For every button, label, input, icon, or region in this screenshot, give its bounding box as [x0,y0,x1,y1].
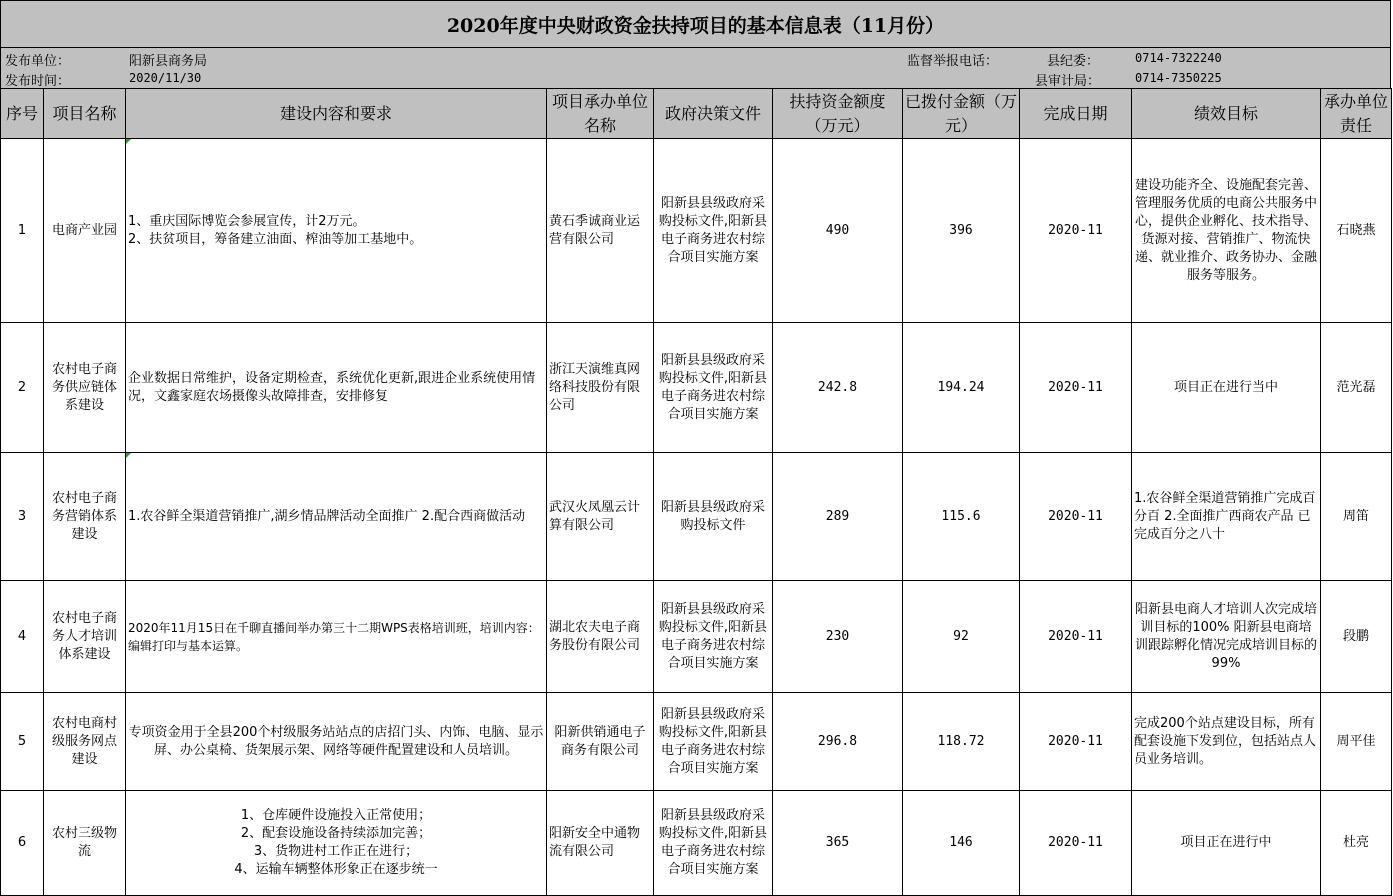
cell-paid[interactable]: 146 [903,791,1020,896]
cell-org[interactable]: 黄石季诚商业运营有限公司 [547,139,654,323]
header-goal: 绩效目标 [1132,89,1321,139]
cell-doc[interactable]: 阳新县县级政府采购投标文件,阳新县电子商务进农村综合项目实施方案 [654,139,773,323]
cell-person[interactable]: 石晓燕 [1321,139,1392,323]
cell-doc[interactable]: 阳新县县级政府采购投标文件 [654,453,773,581]
cell-date[interactable]: 2020-11 [1020,693,1132,791]
hotline-label: 监督举报电话： [907,54,999,69]
table-row [1,791,1392,896]
header-person: 承办单位责任 [1321,89,1392,139]
cell-doc[interactable]: 阳新县县级政府采购投标文件,阳新县电子商务进农村综合项目实施方案 [654,791,773,896]
cell-amount[interactable]: 490 [773,139,903,323]
cell-goal[interactable]: 建设功能齐全、设施配套完善、管理服务优质的电商公共服务中心，提供企业孵化、技术指导、货源对接、营销推广、物流快递、就业推介、政务协办、金融服务等服务。 [1132,139,1321,323]
header-row [1,89,1392,139]
cell-paid[interactable]: 396 [903,139,1020,323]
cell-doc[interactable]: 阳新县县级政府采购投标文件,阳新县电子商务进农村综合项目实施方案 [654,693,773,791]
cell-paid[interactable]: 194.24 [903,323,1020,453]
header-amount: 扶持资金额度（万元） [773,89,903,139]
header-content: 建设内容和要求 [126,89,547,139]
cell-org[interactable]: 湖北农夫电子商务股份有限公司 [547,581,654,693]
publish-time-value: 2020/11/30 [129,71,202,85]
cell-doc[interactable]: 阳新县县级政府采购投标文件,阳新县电子商务进农村综合项目实施方案 [654,581,773,693]
cell-person[interactable]: 范光磊 [1321,323,1392,453]
cell-name[interactable]: 农村三级物流 [44,791,126,896]
cell-amount[interactable]: 296.8 [773,693,903,791]
cell-no[interactable]: 3 [1,453,44,581]
cell-no[interactable]: 4 [1,581,44,693]
cell-no[interactable]: 2 [1,323,44,453]
cell-amount[interactable]: 365 [773,791,903,896]
cell-content[interactable]: 1、重庆国际博览会参展宣传，计2万元。 2、扶贫项目，筹备建立油面、榨油等加工基地中。 [126,139,547,323]
jiwei-label: 县纪委： [1047,54,1100,69]
sheet-title: 2020年度中央财政资金扶持项目的基本信息表（11月份） [0,0,1391,48]
cell-no[interactable]: 1 [1,139,44,323]
table-row [1,581,1392,693]
header-name: 项目名称 [44,89,126,139]
cell-date[interactable]: 2020-11 [1020,791,1132,896]
table-row [1,453,1392,581]
meta-bar [0,48,1391,88]
cell-amount[interactable]: 242.8 [773,323,903,453]
publisher-label: 发布单位： [5,54,71,69]
cell-org[interactable]: 阳新供销通电子商务有限公司 [547,693,654,791]
cell-paid[interactable]: 92 [903,581,1020,693]
cell-person[interactable]: 段鹏 [1321,581,1392,693]
cell-content[interactable]: 专项资金用于全县200个村级服务站站点的店招门头、内饰、电脑、显示屏、办公桌椅、货架展示架、网络等硬件配置建设和人员培训。 [126,693,547,791]
header-no: 序号 [1,89,44,139]
header-doc: 政府决策文件 [654,89,773,139]
jiwei-phone: 0714-7322240 [1135,51,1222,65]
cell-goal[interactable]: 项目正在进行当中 [1132,323,1321,453]
table-row [1,323,1392,453]
cell-date[interactable]: 2020-11 [1020,139,1132,323]
cell-paid[interactable]: 115.6 [903,453,1020,581]
cell-name[interactable]: 农村电子商务供应链体系建设 [44,323,126,453]
cell-date[interactable]: 2020-11 [1020,323,1132,453]
shenji-label: 县审计局： [1035,74,1101,89]
cell-name[interactable]: 农村电子商务人才培训体系建设 [44,581,126,693]
cell-goal[interactable]: 项目正在进行中 [1132,791,1321,896]
cell-org[interactable]: 浙江天演维真网络科技股份有限公司 [547,323,654,453]
cell-no[interactable]: 5 [1,693,44,791]
project-table [0,88,1392,896]
cell-no[interactable]: 6 [1,791,44,896]
cell-name[interactable]: 电商产业园 [44,139,126,323]
cell-content[interactable]: 企业数据日常维护，设备定期检查，系统优化更新,跟进企业系统使用情况，文鑫家庭农场摄像头故障排查，安排修复 [126,323,547,453]
cell-goal[interactable]: 1.农谷鲜全渠道营销推广完成百分百 2.全面推广西商农产品 已完成百分之八十 [1132,453,1321,581]
cell-org[interactable]: 武汉火凤凰云计算有限公司 [547,453,654,581]
cell-date[interactable]: 2020-11 [1020,453,1132,581]
cell-goal[interactable]: 阳新县电商人才培训人次完成培训目标的100% 阳新县电商培训跟踪孵化情况完成培训目标的99% [1132,581,1321,693]
cell-name[interactable]: 农村电商村级服务网点建设 [44,693,126,791]
cell-amount[interactable]: 289 [773,453,903,581]
cell-org[interactable]: 阳新安全中通物流有限公司 [547,791,654,896]
publisher-value: 阳新县商务局 [129,54,208,69]
table-row [1,139,1392,323]
cell-date[interactable]: 2020-11 [1020,581,1132,693]
cell-content[interactable]: 1、仓库硬件设施投入正常使用； 2、配套设施设备持续添加完善； 3、货物进村工作正在进行； 4、运输车辆整体形象正在逐步统一 [126,791,547,896]
cell-amount[interactable]: 230 [773,581,903,693]
table-row [1,693,1392,791]
cell-doc[interactable]: 阳新县县级政府采购投标文件,阳新县电子商务进农村综合项目实施方案 [654,323,773,453]
cell-person[interactable]: 周平佳 [1321,693,1392,791]
header-paid: 已拨付金额（万元） [903,89,1020,139]
cell-content[interactable]: 1.农谷鲜全渠道营销推广,湖乡情品牌活动全面推广 2.配合西商做活动 [126,453,547,581]
cell-paid[interactable]: 118.72 [903,693,1020,791]
shenji-phone: 0714-7350225 [1135,71,1222,85]
cell-content[interactable]: 2020年11月15日在千聊直播间举办第三十二期WPS表格培训班，培训内容：编辑打印与基本运算。 [126,581,547,693]
header-date: 完成日期 [1020,89,1132,139]
cell-name[interactable]: 农村电子商务营销体系建设 [44,453,126,581]
cell-person[interactable]: 杜亮 [1321,791,1392,896]
cell-goal[interactable]: 完成200个站点建设目标，所有配套设施下发到位，包括站点人员业务培训。 [1132,693,1321,791]
cell-person[interactable]: 周笛 [1321,453,1392,581]
publish-time-label: 发布时间： [5,74,71,89]
header-org: 项目承办单位名称 [547,89,654,139]
